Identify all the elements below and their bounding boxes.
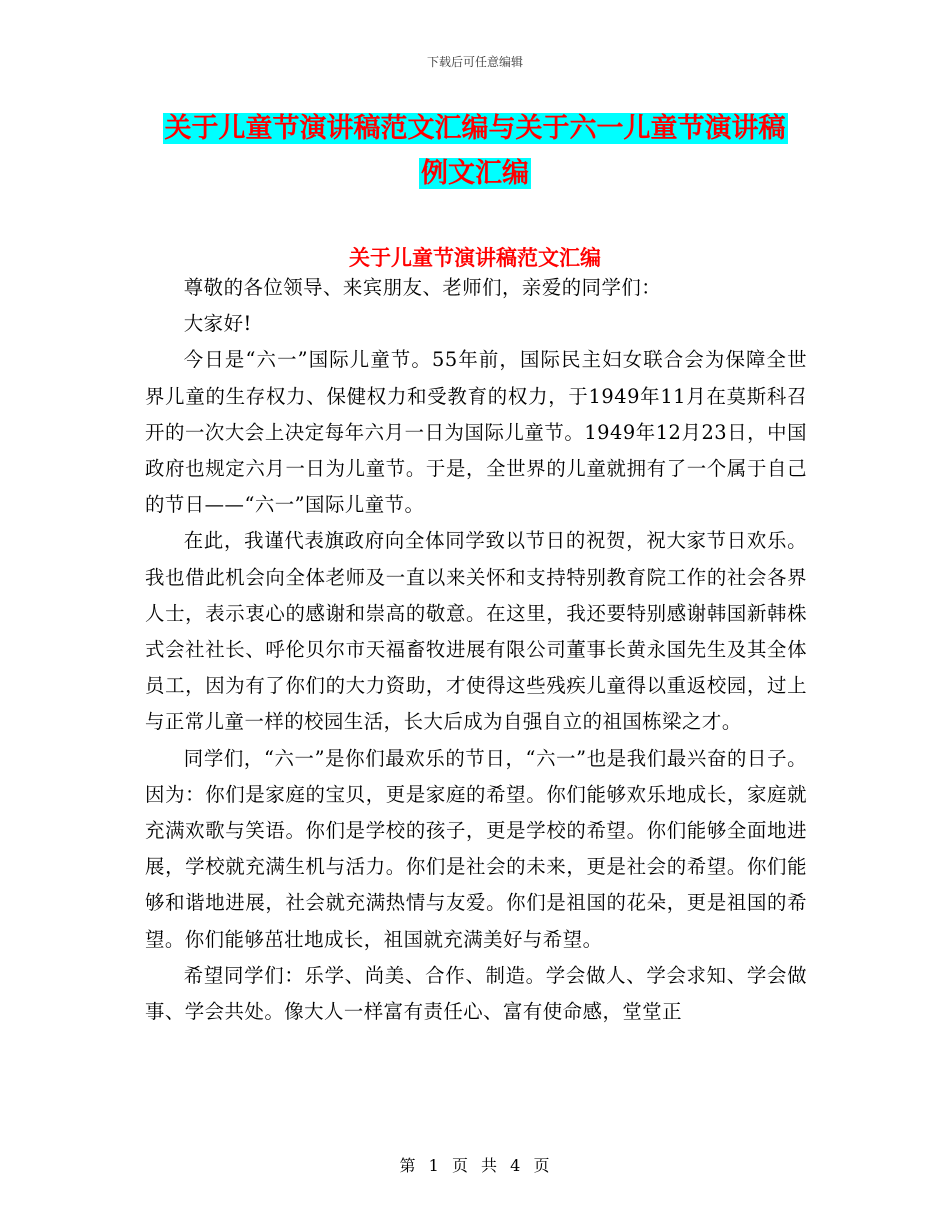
document-title-line-1-text: 关于儿童节演讲稿范文汇编与关于六一儿童节演讲稿 <box>164 113 786 144</box>
paragraph-wishes: 希望同学们：乐学、尚美、合作、制造。学会做人、学会求知、学会做事、学会共处。像大人一样富有责任心、富有使命感，堂堂正 <box>145 963 807 1024</box>
footer-prefix: 第 <box>399 1156 417 1175</box>
paragraph-salutation: 尊敬的各位领导、来宾朋友、老师们，亲爱的同学们： <box>183 276 662 299</box>
footer-page-label: 页 <box>451 1156 469 1175</box>
page-footer <box>0 1153 950 1176</box>
document-title-line-2 <box>0 155 950 193</box>
footer-total-pages: 4 <box>510 1156 522 1175</box>
footer-total-suffix: 页 <box>533 1156 551 1175</box>
paragraph-hope: 同学们，“六一”是你们最欢乐的节日，“六一”也是我们最兴奋的日子。因为：你们是家庭的宝贝，更是家庭的希望。你们能够欢乐地成长，家庭就充满欢歌与笑语。你们是学校的孩子，更是学校的希望。你们能够全面地进展，学校就充满生机与活力。你们是社会的未来，更是社会的希望。你们能够和谐地进展，社会就充满热情与友爱。你们是祖国的花朵，更是祖国的希望。你们能够茁壮地成长，祖国就充满美好与希望。 <box>145 746 807 951</box>
document-title-line-2-text: 例文汇编 <box>421 158 529 189</box>
paragraph-greeting: 大家好! <box>183 312 252 336</box>
footer-current-page: 1 <box>428 1156 440 1175</box>
footer-total-prefix: 共 <box>481 1156 499 1175</box>
page-header-note: 下载后可任意编辑 <box>426 55 523 69</box>
document-title-line-1 <box>0 110 950 148</box>
document-body <box>145 270 807 1030</box>
section-title: 关于儿童节演讲稿范文汇编 <box>349 246 601 270</box>
paragraph-thanks: 在此，我谨代表旗政府向全体同学致以节日的祝贺，祝大家节日欢乐。我也借此机会向全体老师及一直以来关怀和支持特别教育院工作的社会各界人士，表示衷心的感谢和崇高的敬意。在这里，我还要特别感谢韩国新韩株式会社社长、呼伦贝尔市天福畜牧进展有限公司董事长黄永国先生及其全体员工，因为有了你们的大力资助，才使得这些残疾儿童得以重返校园，过上与正常儿童一样的校园生活，长大后成为自强自立的祖国栋梁之才。 <box>145 529 807 734</box>
paragraph-children-day-history: 今日是“六一”国际儿童节。55年前，国际民主妇女联合会为保障全世界儿童的生存权力、保健权力和受教育的权力，于1949年11月在莫斯科召开的一次大会上决定每年六月一日为国际儿童节。1949年12月23日，中国政府也规定六月一日为儿童节。于是，全世界的儿童就拥有了一个属于自己的节日——“六一”国际儿童节。 <box>145 348 807 517</box>
